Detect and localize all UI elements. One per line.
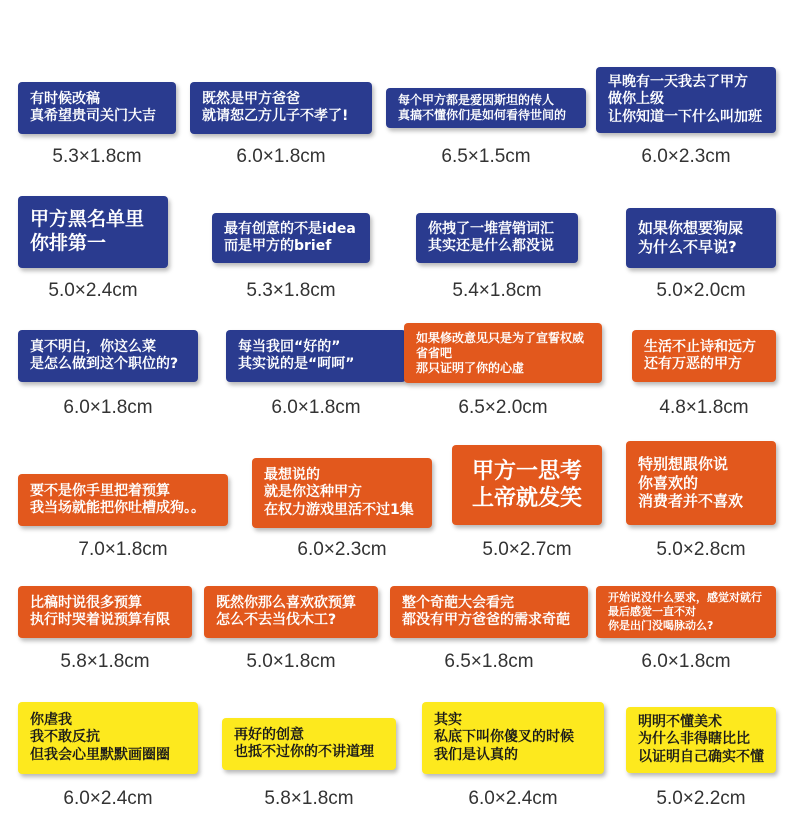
sticker-text-line: 但我会心里默默画圈圈 xyxy=(30,746,170,763)
sticker xyxy=(18,474,228,526)
sticker-size-label: 6.5×2.0cm xyxy=(458,397,548,418)
sticker-text-line: 整个奇葩大会看完 xyxy=(402,594,514,611)
sticker-text-line: 其实 xyxy=(434,711,462,728)
sticker-text-line: 上帝就发笑 xyxy=(471,486,582,511)
sticker xyxy=(626,707,776,773)
sticker xyxy=(390,586,588,638)
sticker-text-line: 我们是认真的 xyxy=(434,746,518,763)
sticker-text-line: 都没有甲方爸爸的需求奇葩 xyxy=(402,612,570,628)
sticker xyxy=(386,88,586,128)
sticker xyxy=(18,196,168,268)
sticker-text-line: 最后感觉一直不对 xyxy=(608,605,696,619)
sticker-text-line: 你虐我 xyxy=(30,711,72,728)
sticker-text-line: 再好的创意 xyxy=(234,726,304,743)
sticker-text-line: 最想说的 xyxy=(264,466,320,483)
sticker-text-line: 也抵不过你的不讲道理 xyxy=(234,744,374,760)
sticker-size-label: 5.3×1.8cm xyxy=(246,280,336,301)
sticker-size-label: 6.0×2.4cm xyxy=(468,788,558,809)
sticker-text-line: 开始说没什么要求，感觉对就行 xyxy=(608,591,762,605)
sticker-text-line: 消费者并不喜欢 xyxy=(638,492,744,511)
sticker-text-line: 那只证明了你的心虚 xyxy=(416,360,525,375)
sticker-text-line: 既然你那么喜欢砍预算 xyxy=(216,594,356,611)
sticker xyxy=(18,82,176,134)
sticker-text-line: 每个甲方都是爱因斯坦的传人 xyxy=(398,93,555,107)
sticker-text-line: 我不敢反抗 xyxy=(30,729,100,746)
sticker-text-line: 执行时哭着说预算有限 xyxy=(30,612,170,628)
sticker xyxy=(18,330,198,382)
sticker-text-line: 最有创意的不是idea xyxy=(224,220,356,237)
sticker-size-label: 6.0×1.8cm xyxy=(271,397,361,418)
sticker xyxy=(204,586,378,638)
sticker-text-line: 而是甲方的brief xyxy=(224,238,332,254)
sticker-text-line: 真不明白，你这么菜 xyxy=(30,338,156,355)
sticker-size-label: 5.0×2.0cm xyxy=(656,280,746,301)
sticker xyxy=(252,458,432,528)
sticker-text-line: 如果你想要狗屎 xyxy=(638,219,744,238)
sticker-size-label: 6.0×2.3cm xyxy=(297,539,387,560)
sticker xyxy=(18,702,198,774)
sticker-text-line: 既然是甲方爸爸 xyxy=(202,90,300,107)
sticker-text-line: 特别想跟你说 xyxy=(638,454,729,473)
sticker xyxy=(626,208,776,268)
sticker-text-line: 有时候改稿 xyxy=(30,90,100,107)
sticker-size-label: 6.5×1.5cm xyxy=(441,146,531,167)
sticker-size-label: 5.8×1.8cm xyxy=(264,788,354,809)
sticker-size-label: 5.0×2.2cm xyxy=(656,788,746,809)
sticker-text-line: 其实说的是“呵呵” xyxy=(238,356,355,372)
sticker-text-line: 真搞不懂你们是如何看待世间的 xyxy=(398,108,567,122)
sticker-text-line: 省省吧 xyxy=(416,345,453,360)
sticker xyxy=(422,702,604,774)
sticker-size-label: 5.0×1.8cm xyxy=(246,651,336,672)
sticker-text-line: 其实还是什么都没说 xyxy=(428,238,554,254)
sticker xyxy=(416,213,578,263)
sticker-text-line: 是怎么做到这个职位的? xyxy=(30,356,179,372)
sticker-size-label: 5.0×2.4cm xyxy=(48,280,138,301)
sticker-size-label: 5.8×1.8cm xyxy=(60,651,150,672)
sticker-size-label: 5.3×1.8cm xyxy=(52,146,142,167)
sticker-text-line: 就是你这种甲方 xyxy=(264,484,362,501)
sticker-text-line: 早晚有一天我去了甲方 xyxy=(608,73,748,90)
sticker-text-line: 为什么非得瞎比比 xyxy=(638,731,750,748)
sticker-size-label: 5.0×2.8cm xyxy=(656,539,746,560)
sticker-size-label: 5.0×2.7cm xyxy=(482,539,572,560)
sticker-text-line: 明明不懂美术 xyxy=(638,713,722,730)
sticker-size-label: 6.0×2.3cm xyxy=(641,146,731,167)
sticker-text-line: 你排第一 xyxy=(30,232,107,254)
sticker-text-line: 以证明自己确实不懂 xyxy=(638,748,764,765)
sticker xyxy=(404,323,602,383)
sticker xyxy=(212,213,370,263)
sticker-size-label: 5.4×1.8cm xyxy=(452,280,542,301)
sticker-text-line: 怎么不去当伐木工? xyxy=(216,612,337,628)
sticker-text-line: 让你知道一下什么叫加班 xyxy=(608,108,762,125)
sticker-text-line: 为什么不早说? xyxy=(638,238,737,256)
sticker-text-line: 甲方一思考 xyxy=(471,458,582,484)
sticker-size-label: 6.5×1.8cm xyxy=(444,651,534,672)
sticker-text-line: 你是出门没喝脉动么? xyxy=(608,618,714,632)
sticker-text-line: 甲方黑名单里 xyxy=(30,208,145,231)
sticker xyxy=(18,586,192,638)
sticker-text-line: 生活不止诗和远方 xyxy=(644,338,756,355)
sticker-text-line: 比稿时说很多预算 xyxy=(30,594,142,611)
sticker-text-line: 还有万恶的甲方 xyxy=(644,356,742,372)
sticker-text-line: 我当场就能把你吐槽成狗。。 xyxy=(30,500,205,516)
sticker-size-label: 6.0×1.8cm xyxy=(641,651,731,672)
sticker-text-line: 在权力游戏里活不过1集 xyxy=(264,501,414,518)
sticker xyxy=(626,441,776,525)
sticker xyxy=(632,330,776,382)
sticker xyxy=(190,82,372,134)
sticker-text-line: 做你上级 xyxy=(608,91,664,108)
sticker-text-line: 就请恕乙方儿子不孝了! xyxy=(202,108,349,124)
sticker xyxy=(226,330,406,382)
sticker-text-line: 你喜欢的 xyxy=(638,473,699,492)
sticker-text-line: 要不是你手里把着预算 xyxy=(30,482,170,499)
sticker-text-line: 每当我回“好的” xyxy=(238,338,341,355)
sticker xyxy=(596,586,776,638)
sticker-size-label: 4.8×1.8cm xyxy=(659,397,749,418)
sticker-text-line: 你拽了一堆营销词汇 xyxy=(428,220,554,237)
sticker xyxy=(452,445,602,525)
sticker xyxy=(222,718,396,770)
sticker-size-label: 6.0×2.4cm xyxy=(63,788,153,809)
sticker-size-label: 7.0×1.8cm xyxy=(78,539,168,560)
sticker-text-line: 私底下叫你傻叉的时候 xyxy=(434,729,574,746)
sticker-size-label: 6.0×1.8cm xyxy=(63,397,153,418)
sticker-text-line: 真希望贵司关门大吉 xyxy=(30,108,156,124)
sticker xyxy=(596,67,776,133)
sticker-text-line: 如果修改意见只是为了宣誓权威 xyxy=(416,330,585,345)
sticker-size-label: 6.0×1.8cm xyxy=(236,146,326,167)
